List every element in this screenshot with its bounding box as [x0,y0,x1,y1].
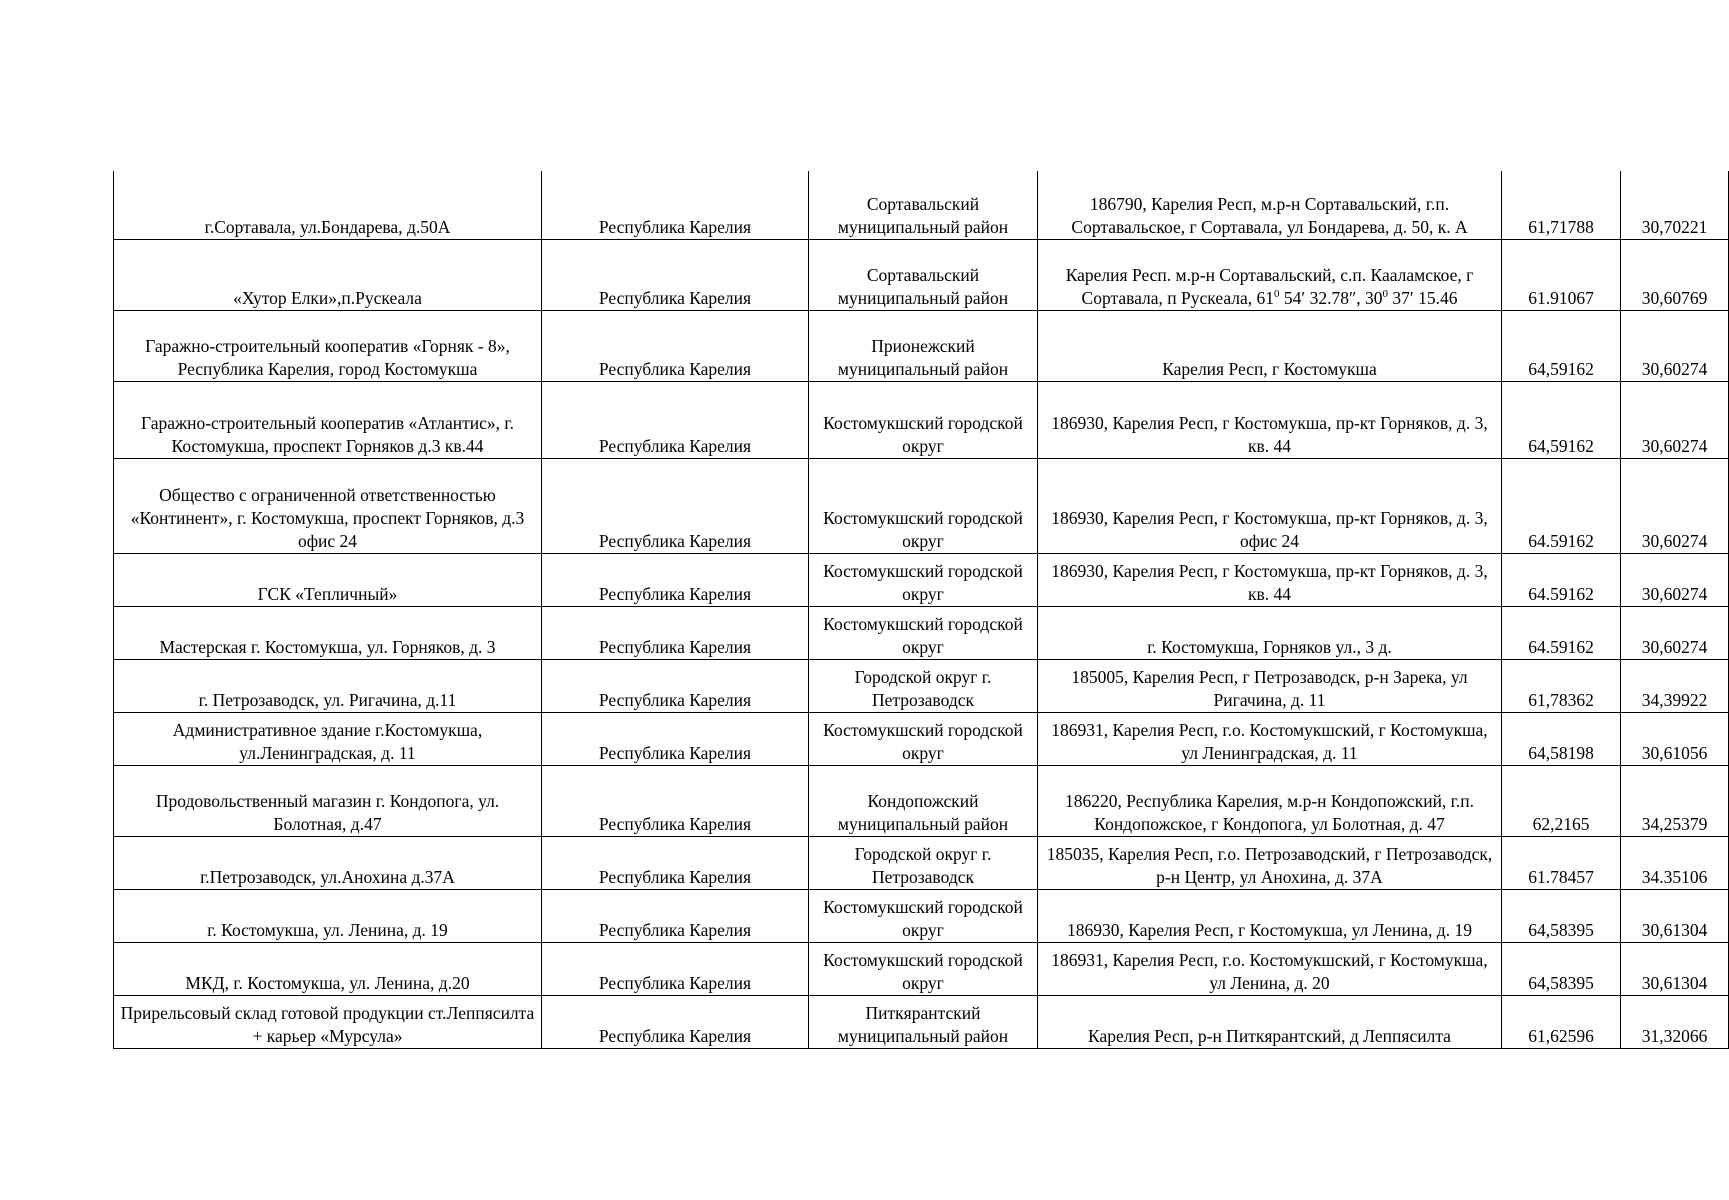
municipality-cell: Костомукшский городской округ [809,381,1038,458]
municipality-cell: Городской округ г. Петрозаводск [809,836,1038,889]
region-cell: Республика Карелия [542,606,809,659]
table-row [114,942,1729,995]
address-text-part: 54′ 32.78″, 30 [1279,287,1383,308]
degree-superscript: 0 [1274,287,1280,300]
latitude-cell: 64.59162 [1502,553,1621,606]
region-cell: Республика Карелия [542,171,809,239]
region-cell: Республика Карелия [542,659,809,712]
longitude-cell: 30,60274 [1621,553,1729,606]
object-name-cell: г. Петрозаводск, ул. Ригачина, д.11 [114,659,542,712]
municipality-cell: Прионежский муниципальный район [809,310,1038,381]
longitude-cell: 30,60274 [1621,381,1729,458]
address-cell: Карелия Респ, р-н Питкярантский, д Леппясилта [1038,995,1502,1048]
latitude-cell: 61,71788 [1502,171,1621,239]
registry-table [113,171,1729,1049]
region-cell: Республика Карелия [542,553,809,606]
municipality-cell: Костомукшский городской округ [809,606,1038,659]
table-row [114,712,1729,765]
address-cell [1038,239,1502,310]
region-cell: Республика Карелия [542,381,809,458]
municipality-cell: Сортавальский муниципальный район [809,239,1038,310]
latitude-cell: 61.91067 [1502,239,1621,310]
address-cell: 185035, Карелия Респ, г.о. Петрозаводский, г Петрозаводск, р-н Центр, ул Анохина, д. 37А [1038,836,1502,889]
region-cell: Республика Карелия [542,942,809,995]
object-name-cell: «Хутор Елки»,п.Рускеала [114,239,542,310]
longitude-cell: 34,25379 [1621,765,1729,836]
object-name-cell: Мастерская г. Костомукша, ул. Горняков, д. 3 [114,606,542,659]
object-name-cell: Административное здание г.Костомукша, ул.Ленинградская, д. 11 [114,712,542,765]
object-name-cell: МКД, г. Костомукша, ул. Ленина, д.20 [114,942,542,995]
region-cell: Республика Карелия [542,310,809,381]
municipality-cell: Костомукшский городской округ [809,889,1038,942]
longitude-cell: 30,70221 [1621,171,1729,239]
latitude-cell: 64.59162 [1502,458,1621,553]
table-row [114,995,1729,1048]
longitude-cell: 30,61304 [1621,889,1729,942]
object-name-cell: Гаражно-строительный кооператив «Атлантис», г. Костомукша, проспект Горняков д.3 кв.44 [114,381,542,458]
longitude-cell: 30,60274 [1621,606,1729,659]
degree-superscript: 0 [1382,287,1389,300]
longitude-cell: 31,32066 [1621,995,1729,1048]
latitude-cell: 64,58395 [1502,889,1621,942]
latitude-cell: 61,62596 [1502,995,1621,1048]
latitude-cell: 62,2165 [1502,765,1621,836]
object-name-cell: Продовольственный магазин г. Кондопога, ул. Болотная, д.47 [114,765,542,836]
region-cell: Республика Карелия [542,765,809,836]
address-cell: 186930, Карелия Респ, г Костомукша, пр-кт Горняков, д. 3, кв. 44 [1038,553,1502,606]
object-name-cell: ГСК «Тепличный» [114,553,542,606]
municipality-cell: Питкярантский муниципальный район [809,995,1038,1048]
table-row [114,171,1729,239]
municipality-cell: Кондопожский муниципальный район [809,765,1038,836]
object-name-cell: г.Сортавала, ул.Бондарева, д.50А [114,171,542,239]
longitude-cell: 30,61056 [1621,712,1729,765]
address-cell: г. Костомукша, Горняков ул., 3 д. [1038,606,1502,659]
region-cell: Республика Карелия [542,458,809,553]
table-row [114,889,1729,942]
region-cell: Республика Карелия [542,712,809,765]
longitude-cell: 30,60769 [1621,239,1729,310]
latitude-cell: 64,58198 [1502,712,1621,765]
address-cell: 186930, Карелия Респ, г Костомукша, пр-кт Горняков, д. 3, кв. 44 [1038,381,1502,458]
address-cell: 186930, Карелия Респ, г Костомукша, ул Ленина, д. 19 [1038,889,1502,942]
address-cell: 186790, Карелия Респ, м.р-н Сортавальский, г.п. Сортавальское, г Сортавала, ул Бондарева, д. 50, к. А [1038,171,1502,239]
table-row [114,381,1729,458]
region-cell: Республика Карелия [542,239,809,310]
longitude-cell: 30,60274 [1621,458,1729,553]
address-cell: 186931, Карелия Респ, г.о. Костомукшский, г Костомукша, ул Ленинградская, д. 11 [1038,712,1502,765]
object-name-cell: г. Костомукша, ул. Ленина, д. 19 [114,889,542,942]
region-cell: Республика Карелия [542,836,809,889]
municipality-cell: Костомукшский городской округ [809,458,1038,553]
address-cell: 186931, Карелия Респ, г.о. Костомукшский, г Костомукша, ул Ленина, д. 20 [1038,942,1502,995]
address-text-part: Карелия Респ. м.р-н Сортавальский, с.п. Кааламское, г Сортавала, п Рускеала, 61 [1065,264,1474,308]
address-text-part: 37′ 15.46 [1388,287,1458,308]
table-row [114,659,1729,712]
address-cell: Карелия Респ, г Костомукша [1038,310,1502,381]
longitude-cell: 30,60274 [1621,310,1729,381]
municipality-cell: Костомукшский городской округ [809,712,1038,765]
object-name-cell: Прирельсовый склад готовой продукции ст.Леппясилта + карьер «Мурсула» [114,995,542,1048]
table-row [114,458,1729,553]
latitude-cell: 61.78457 [1502,836,1621,889]
region-cell: Республика Карелия [542,995,809,1048]
latitude-cell: 64,59162 [1502,310,1621,381]
object-name-cell: г.Петрозаводск, ул.Анохина д.37А [114,836,542,889]
longitude-cell: 30,61304 [1621,942,1729,995]
latitude-cell: 61,78362 [1502,659,1621,712]
municipality-cell: Костомукшский городской округ [809,553,1038,606]
object-name-cell: Гаражно-строительный кооператив «Горняк - 8», Республика Карелия, город Костомукша [114,310,542,381]
address-cell: 186220, Республика Карелия, м.р-н Кондопожский, г.п. Кондопожское, г Кондопога, ул Болотная, д. 47 [1038,765,1502,836]
longitude-cell: 34.35106 [1621,836,1729,889]
longitude-cell: 34,39922 [1621,659,1729,712]
table-row [114,553,1729,606]
table-row [114,310,1729,381]
object-name-cell: Общество с ограниченной ответственностью «Континент», г. Костомукша, проспект Горняков, д.3 офис 24 [114,458,542,553]
latitude-cell: 64,59162 [1502,381,1621,458]
municipality-cell: Сортавальский муниципальный район [809,171,1038,239]
address-cell: 185005, Карелия Респ, г Петрозаводск, р-н Зарека, ул Ригачина, д. 11 [1038,659,1502,712]
municipality-cell: Костомукшский городской округ [809,942,1038,995]
latitude-cell: 64.59162 [1502,606,1621,659]
municipality-cell: Городской округ г. Петрозаводск [809,659,1038,712]
table-row [114,836,1729,889]
address-cell: 186930, Карелия Респ, г Костомукша, пр-кт Горняков, д. 3, офис 24 [1038,458,1502,553]
table-row [114,239,1729,310]
latitude-cell: 64,58395 [1502,942,1621,995]
table-row [114,606,1729,659]
region-cell: Республика Карелия [542,889,809,942]
table-row [114,765,1729,836]
